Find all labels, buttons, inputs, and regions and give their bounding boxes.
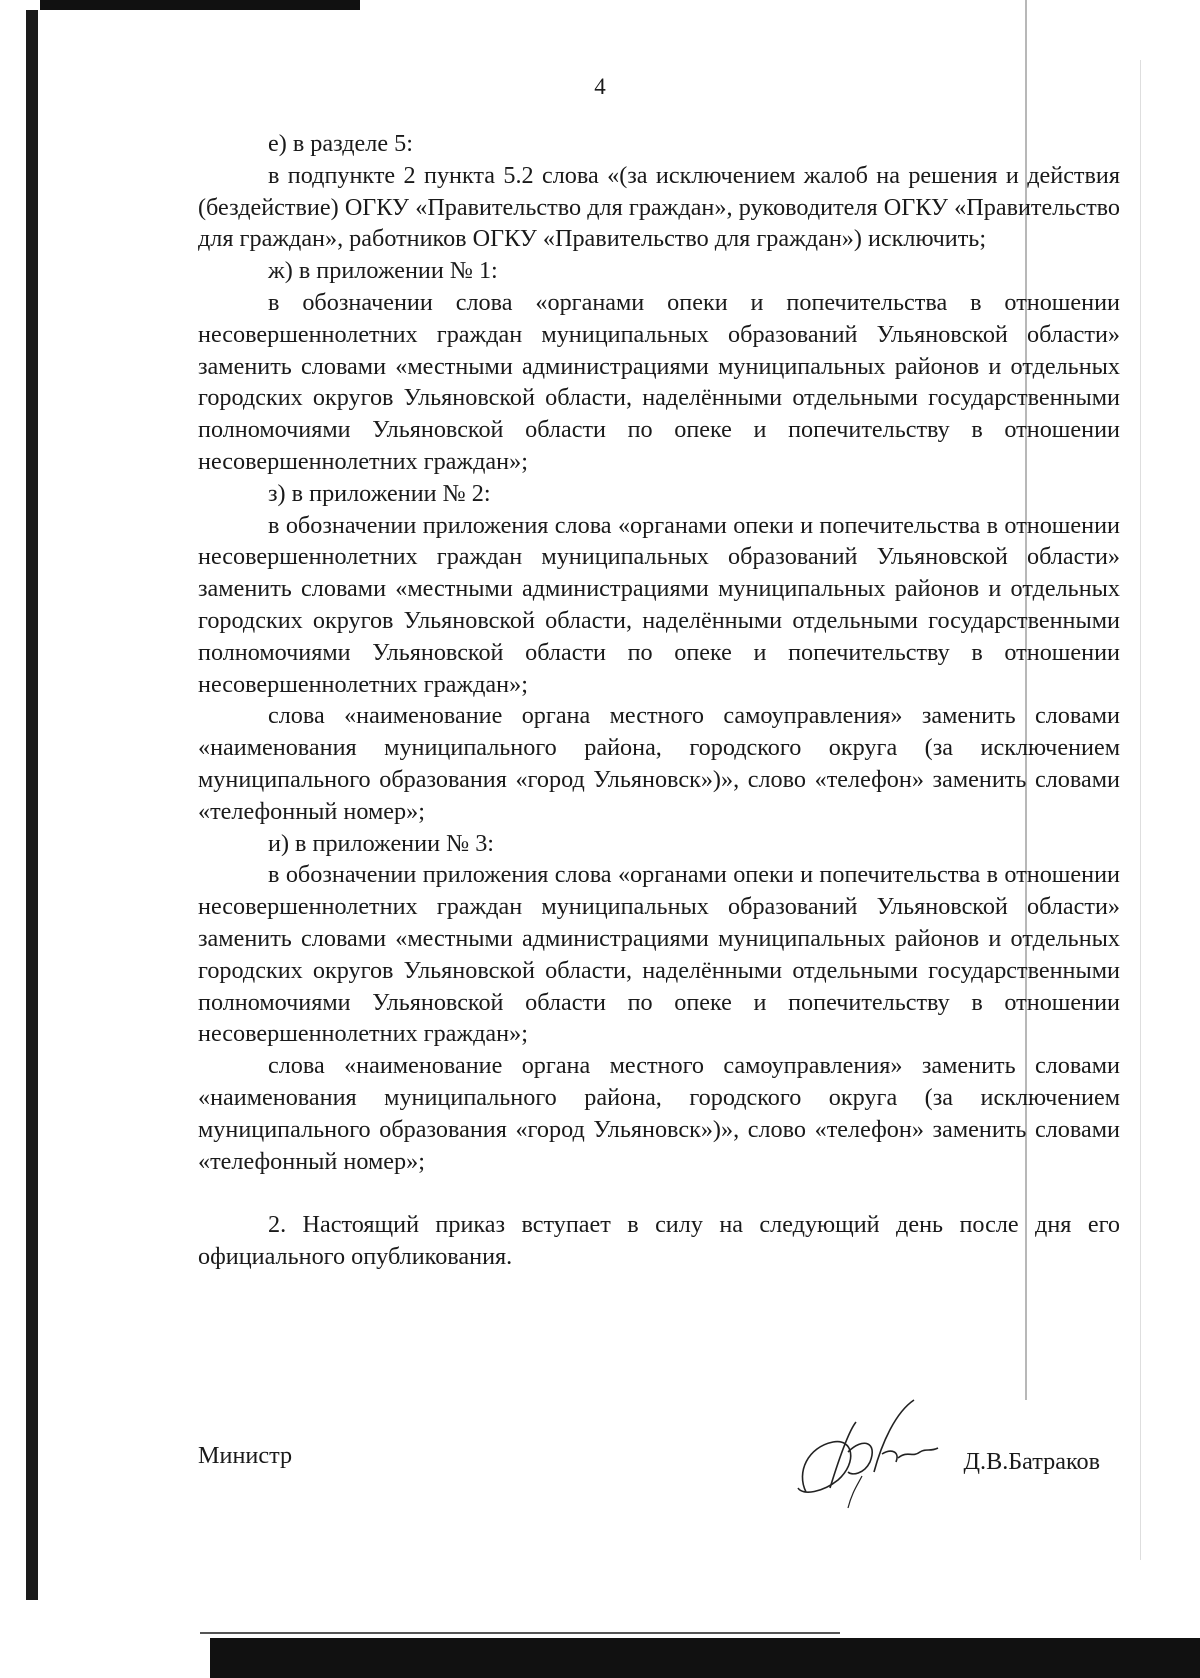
paragraph: е) в разделе 5: (268, 130, 413, 157)
paragraph: в обозначении приложения слова «органами опеки и попечительства в отношении несовершеннолетних граждан муниципальных образований Ульяновской области» заменить словами «местными администрациями муниципальных районов и отдельных городских округов Ульяновской области, наделёнными отдельными государственными полномочиями Ульяновской области по опеке и попечительству в отношении несовершеннолетних граждан»; (198, 861, 1120, 1048)
paragraph: слова «наименование органа местного самоуправления» заменить словами «наименования муниципального района, городского округа (за исключением муниципального образования «город Ульяновск»)», слово «телефон» заменить словами «телефонный номер»; (198, 702, 1120, 825)
scan-fold-line-secondary (1140, 60, 1141, 1560)
handwritten-signature (778, 1392, 968, 1512)
signatory-role: Министр (198, 1442, 293, 1469)
paragraph: в обозначении слова «органами опеки и попечительства в отношении несовершеннолетних граждан муниципальных образований Ульяновской области» заменить словами «местными администрациями муниципальных районов и отдельных городских округов Ульяновской области, наделёнными отдельными государственными полномочиями Ульяновской области по опеке и попечительству в отношении несовершеннолетних граждан»; (198, 288, 1120, 475)
scan-artifact-top (40, 0, 360, 10)
signature-block (198, 1434, 1120, 1524)
document-body (198, 128, 1120, 1273)
paragraph: в подпункте 2 пункта 5.2 слова «(за исключением жалоб на решения и действия (бездействие) ОГКУ «Правительство для граждан», руководителя ОГКУ «Правительство для граждан», работников ОГКУ «Правительство для граждан») исключить; (198, 161, 1120, 253)
paragraph: в обозначении приложения слова «органами опеки и попечительства в отношении несовершеннолетних граждан муниципальных образований Ульяновской области» заменить словами «местными администрациями муниципальных районов и отдельных городских округов Ульяновской области, наделёнными отдельными государственными полномочиями Ульяновской области по опеке и попечительству в отношении несовершеннолетних граждан»; (198, 511, 1120, 698)
scan-artifact-bottom-line (200, 1632, 840, 1634)
scan-artifact-left-edge (26, 10, 38, 1600)
paragraph: слова «наименование органа местного самоуправления» заменить словами «наименования муниципального района, городского округа (за исключением муниципального образования «город Ульяновск»)», слово «телефон» заменить словами «телефонный номер»; (198, 1052, 1120, 1175)
paragraph-effective-date: 2. Настоящий приказ вступает в силу на следующий день после дня его официального опубликования. (198, 1211, 1120, 1271)
scan-artifact-bottom (210, 1638, 1200, 1678)
paragraph: и) в приложении № 3: (268, 829, 495, 857)
paragraph: з) в приложении № 2: (268, 479, 491, 507)
signatory-name: Д.В.Батраков (963, 1448, 1100, 1475)
paragraph: ж) в приложении № 1: (268, 257, 498, 285)
page-number: 4 (594, 74, 606, 99)
